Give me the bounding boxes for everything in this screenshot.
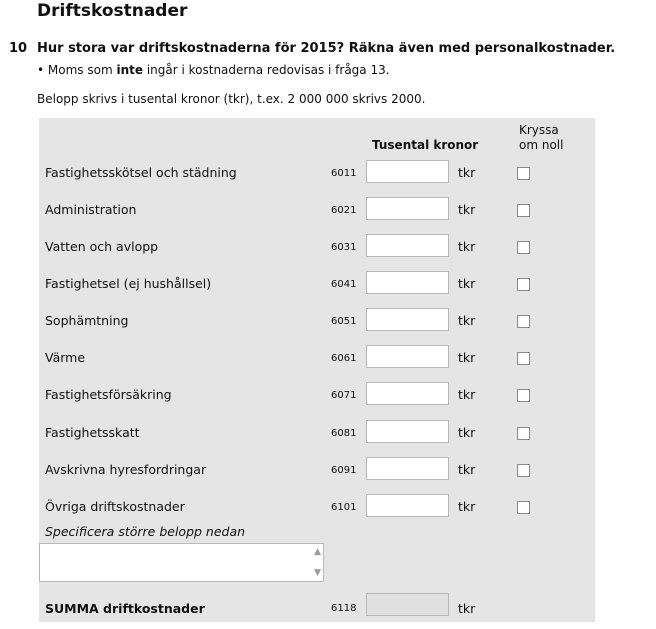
- row-code: 6051: [331, 316, 357, 327]
- table-row: [0, 234, 656, 259]
- table-row: [0, 420, 656, 445]
- unit-label: tkr: [458, 202, 476, 217]
- unit-label: tkr: [458, 350, 476, 365]
- amount-input[interactable]: [366, 457, 449, 480]
- amount-input[interactable]: [366, 420, 449, 443]
- zero-checkbox[interactable]: [517, 315, 530, 328]
- table-row: [0, 382, 656, 407]
- zero-checkbox[interactable]: [517, 241, 530, 254]
- scroll-down-icon[interactable]: ▼: [314, 568, 321, 578]
- row-code: 6011: [331, 168, 357, 179]
- zero-checkbox[interactable]: [517, 389, 530, 402]
- column-header-zero: [519, 123, 563, 153]
- row-label: Administration: [45, 202, 137, 217]
- amount-input[interactable]: [366, 308, 449, 331]
- note-bold: inte: [116, 63, 143, 77]
- unit-label: tkr: [458, 499, 476, 514]
- section-title: Driftskostnader: [37, 1, 188, 21]
- table-row: [0, 494, 656, 519]
- row-code: 6061: [331, 353, 357, 364]
- zero-checkbox[interactable]: [517, 501, 530, 514]
- amount-input[interactable]: [366, 382, 449, 405]
- question-note: [37, 63, 390, 77]
- amount-instruction: Belopp skrivs i tusental kronor (tkr), t.ex. 2 000 000 skrivs 2000.: [37, 92, 426, 106]
- zero-header-line1: Kryssa: [519, 123, 559, 137]
- row-code: 6071: [331, 390, 357, 401]
- row-label: Övriga driftskostnader: [45, 499, 185, 514]
- sum-unit: tkr: [458, 601, 476, 616]
- row-code: 6081: [331, 428, 357, 439]
- unit-label: tkr: [458, 165, 476, 180]
- amount-input[interactable]: [366, 160, 449, 183]
- unit-label: tkr: [458, 425, 476, 440]
- zero-checkbox[interactable]: [517, 427, 530, 440]
- amount-input[interactable]: [366, 271, 449, 294]
- row-label: Fastighetsskötsel och städning: [45, 165, 237, 180]
- table-row: [0, 345, 656, 370]
- question-number: 10: [9, 41, 28, 56]
- sum-code: 6118: [331, 603, 357, 614]
- note-post: ingår i kostnaderna redovisas i fråga 13.: [143, 63, 390, 77]
- row-code: 6031: [331, 242, 357, 253]
- amount-input[interactable]: [366, 234, 449, 257]
- row-code: 6041: [331, 279, 357, 290]
- row-label: Fastighetsel (ej hushållsel): [45, 276, 212, 291]
- amount-input[interactable]: [366, 197, 449, 220]
- zero-checkbox[interactable]: [517, 278, 530, 291]
- amount-input[interactable]: [366, 345, 449, 368]
- row-label: Sophämtning: [45, 313, 129, 328]
- unit-label: tkr: [458, 239, 476, 254]
- table-row: [0, 160, 656, 185]
- zero-checkbox[interactable]: [517, 352, 530, 365]
- sum-row: [0, 593, 656, 618]
- zero-header-line2: om noll: [519, 138, 564, 152]
- row-code: 6091: [331, 465, 357, 476]
- zero-checkbox[interactable]: [517, 204, 530, 217]
- amount-input[interactable]: [366, 494, 449, 517]
- row-label: Fastighetsförsäkring: [45, 387, 172, 402]
- sum-input: [366, 593, 449, 616]
- sum-label: SUMMA driftkostnader: [45, 601, 205, 616]
- zero-checkbox[interactable]: [517, 167, 530, 180]
- table-row: [0, 457, 656, 482]
- table-row: [0, 271, 656, 296]
- row-label: Fastighetsskatt: [45, 425, 140, 440]
- unit-label: tkr: [458, 313, 476, 328]
- table-row: [0, 197, 656, 222]
- scroll-up-icon[interactable]: ▲: [314, 547, 321, 557]
- bullet: •: [37, 63, 45, 77]
- unit-label: tkr: [458, 462, 476, 477]
- unit-label: tkr: [458, 276, 476, 291]
- row-code: 6101: [331, 502, 357, 513]
- question-text: Hur stora var driftskostnaderna för 2015? Räkna även med personalkostnader.: [37, 41, 616, 56]
- row-label: Värme: [45, 350, 86, 365]
- row-label: Avskrivna hyresfordringar: [45, 462, 207, 477]
- unit-label: tkr: [458, 387, 476, 402]
- table-row: [0, 308, 656, 333]
- row-code: 6021: [331, 205, 357, 216]
- row-label: Vatten och avlopp: [45, 239, 159, 254]
- zero-checkbox[interactable]: [517, 464, 530, 477]
- specify-textarea[interactable]: [39, 543, 324, 582]
- note-pre: Moms som: [47, 63, 117, 77]
- column-header-amount: Tusental kronor: [372, 138, 479, 152]
- specify-label: Specificera större belopp nedan: [45, 524, 246, 539]
